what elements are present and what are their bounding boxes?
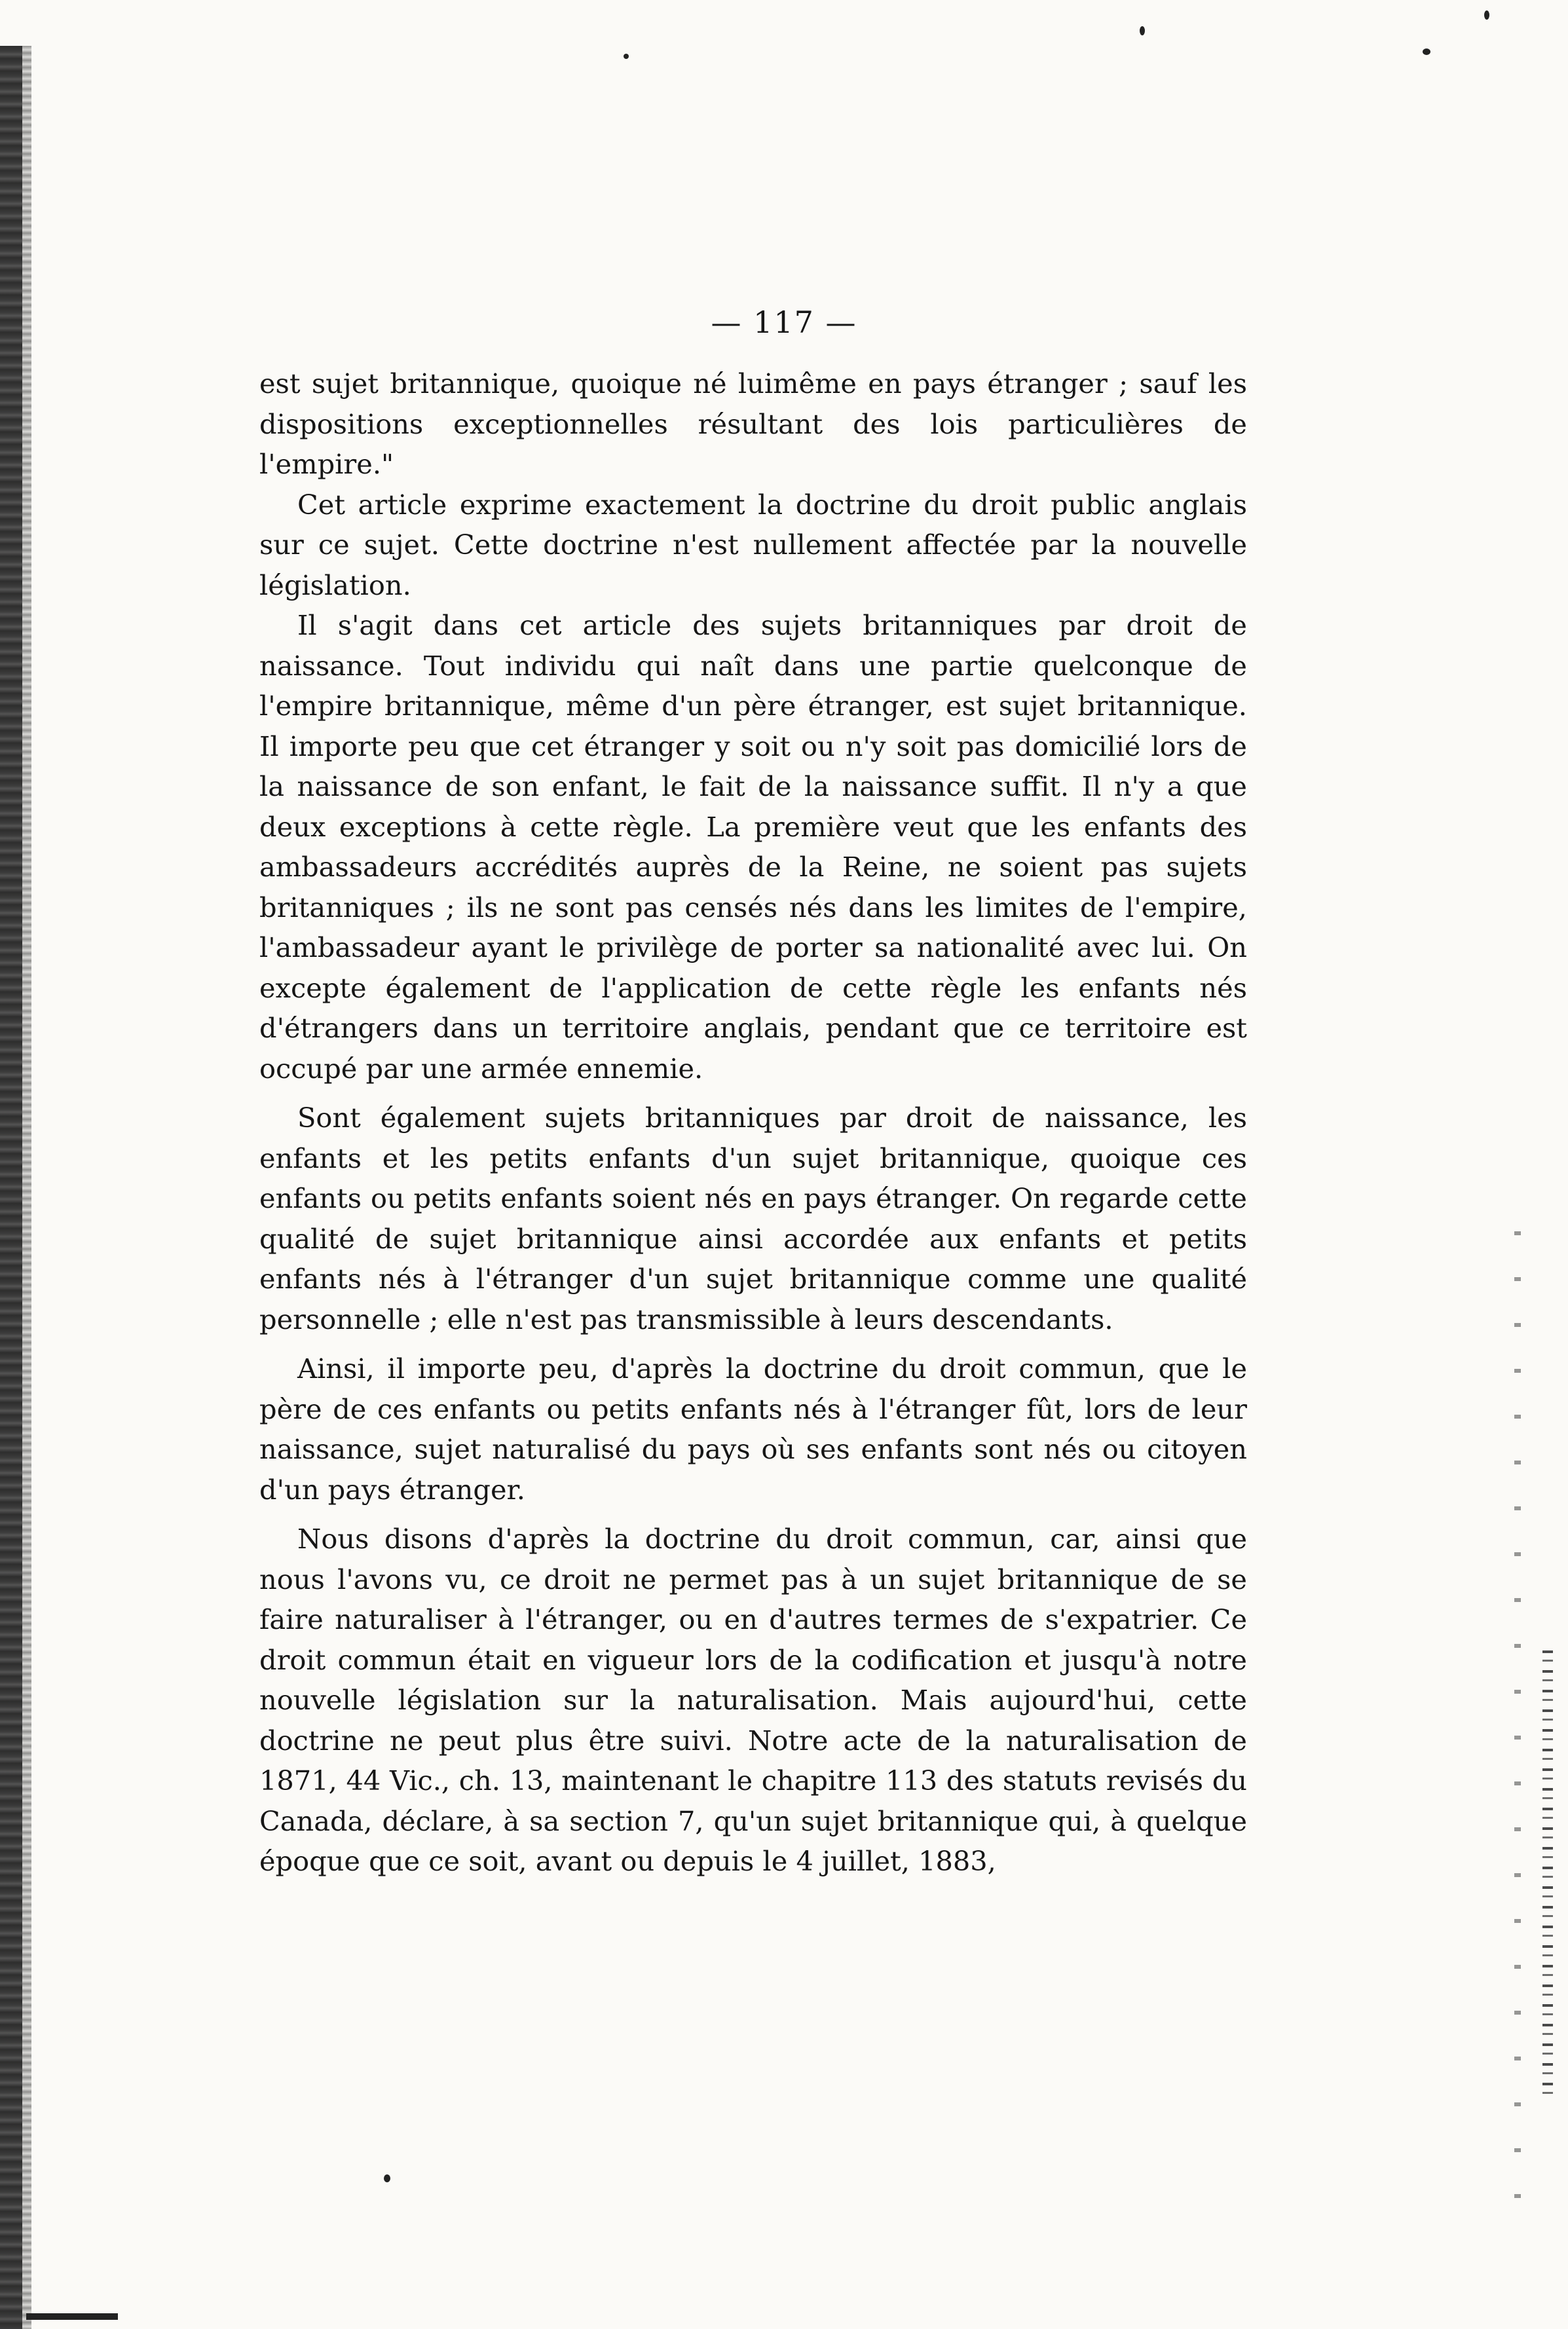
paragraph-2: Cet article exprime exactement la doctrine du droit public anglais sur ce sujet. Cette doctrine n'est nullement affectée par la nouvelle législation. [259, 488, 1247, 601]
bottom-edge-mark [26, 2313, 118, 2320]
binding-edge-shadow [0, 46, 22, 2329]
scan-speck [384, 2174, 390, 2182]
scan-noise-right [1542, 1650, 1553, 2096]
paragraph-6: Nous disons d'après la doctrine du droit commun, car, ainsi que nous l'avons vu, ce droit ne permet pas à un sujet britannique de se faire naturaliser à l'étranger, ou en d'autres termes de s'expatrier. Ce droit commun était en vigueur lors de la codification et jusqu'à notre nouvelle législation sur la naturalisation. Mais aujourd'hui, cette doctrine ne peut plus être suivi. Notre acte de la naturalisation de 1871, 44 Vic., ch. 13, maintenant le chapitre 113 des statuts revisés du Canada, déclare, à sa section 7, qu'un sujet britannique qui, à quelque époque que ce soit, avant ou depuis le 4 juillet, 1883, [259, 1523, 1247, 1877]
paragraph-5: Ainsi, il importe peu, d'après la doctrine du droit commun, que le père de ces enfants ou petits enfants nés à l'étranger fût, lors de leur naissance, sujet naturalisé du pays où ses enfants sont nés ou citoyen d'un pays étranger. [259, 1352, 1247, 1506]
scan-speck [1484, 10, 1489, 20]
paragraph-3: Il s'agit dans cet article des sujets britanniques par droit de naissance. Tout individu qui naît dans une partie quelconque de l'empire britannique, même d'un père étranger, est sujet britannique. Il importe peu que cet étranger y soit ou n'y soit pas domicilié lors de la naissance de son enfant, le fait de la naissance suffit. Il n'y a que deux exceptions à cette règle. La première veut que les enfants des ambassadeurs accrédités auprès de la Reine, ne soient pas sujets britanniques ; ils ne sont pas censés nés dans les limites de l'empire, l'ambassadeur ayant le privilège de porter sa nationalité avec lui. On excepte également de l'application de cette règle les enfants nés d'étrangers dans un territoire anglais, pendant que ce territoire est occupé par une armée ennemie. [259, 609, 1247, 1085]
scan-speck [1423, 48, 1430, 55]
paragraph-4: Sont également sujets britanniques par droit de naissance, les enfants et les petits enfants d'un sujet britannique, quoique ces enfants ou petits enfants soient nés en pays étranger. On regarde cette qualité de sujet britannique ainsi accordée aux enfants et petits enfants nés à l'étranger d'un sujet britannique comme une qualité personnelle ; elle n'est pas transmissible à leurs descendants. [259, 1102, 1247, 1335]
scan-dots-right [1514, 1231, 1521, 2214]
scan-speck [624, 54, 629, 59]
page-number: — 117 — [711, 305, 857, 340]
binding-edge-gradient [22, 46, 31, 2329]
paragraph-1: est sujet britannique, quoique né luimême en pays étranger ; sauf les dispositions exceptionnelles résultant des lois particulières de l'empire." [259, 367, 1247, 480]
scan-speck [1140, 26, 1145, 35]
body-text [259, 363, 1247, 1882]
